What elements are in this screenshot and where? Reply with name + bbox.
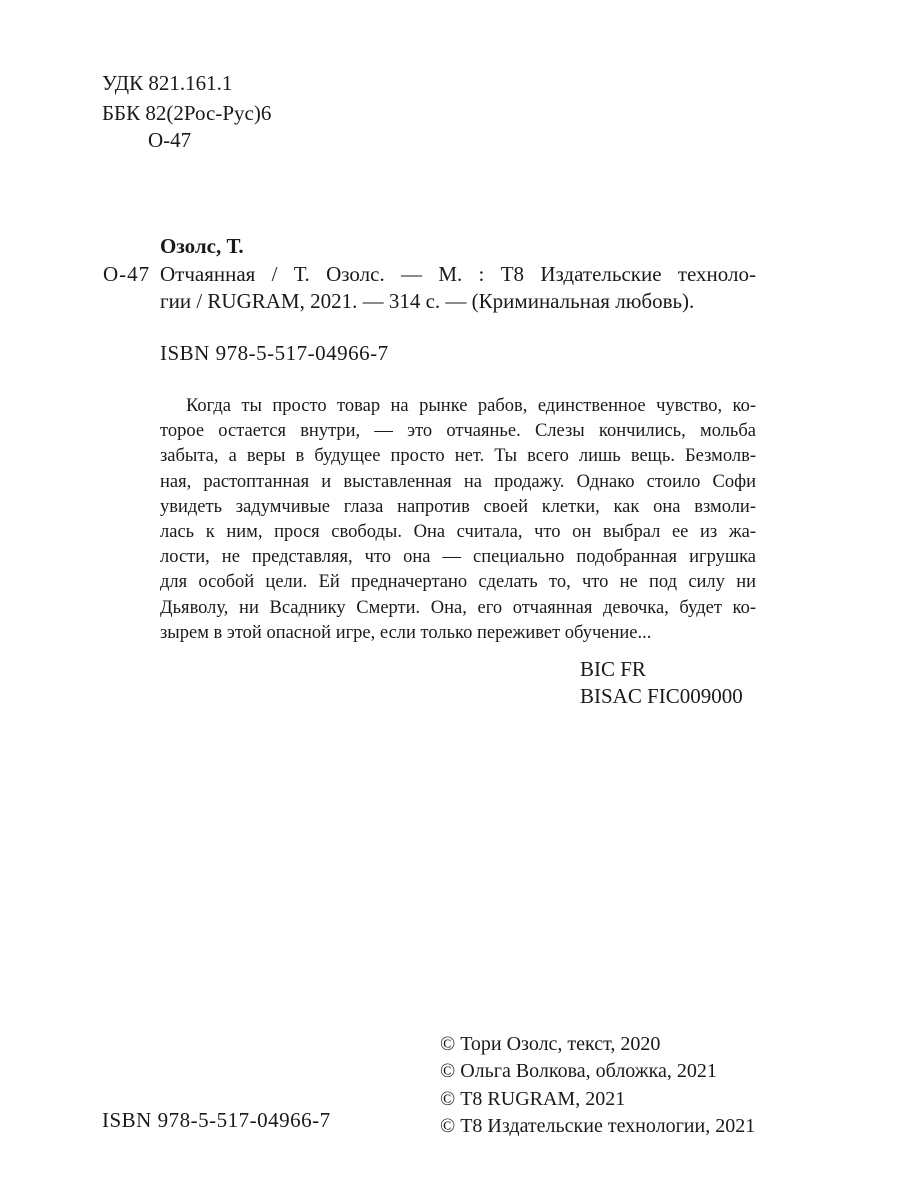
- copyright-line: © Т8 RUGRAM, 2021: [440, 1087, 626, 1110]
- author-mark: О-47: [148, 128, 192, 152]
- bic-code: BIC FR: [580, 657, 646, 681]
- annotation-line: лости, не представляя, что она — специально подобранная игрушка: [160, 547, 756, 568]
- isbn-record: ISBN 978-5-517-04966-7: [160, 341, 389, 365]
- annotation-line: торое остается внутри, — это отчаянье. Слезы кончились, мольба: [160, 421, 756, 442]
- annotation-line: Дьяволу, ни Всаднику Смерти. Она, его отчаянная девочка, будет ко-: [160, 597, 756, 618]
- author-heading: Озолс, Т.: [160, 234, 244, 258]
- isbn-footer: ISBN 978-5-517-04966-7: [102, 1108, 331, 1132]
- annotation-line: ная, растоптанная и выставленная на продажу. Однако стоило Софи: [160, 471, 756, 492]
- annotation-line: забыта, а веры в будущее просто нет. Ты всего лишь вещь. Безмолв-: [160, 446, 756, 467]
- bibliographic-description-line-1: Отчаянная / Т. Озолс. — М. : Т8 Издательские техноло-: [160, 262, 756, 286]
- annotation-line: для особой цели. Ей предначертано сделать то, что не под силу ни: [160, 572, 756, 593]
- annotation-line: зырем в этой опасной игре, если только переживет обучение...: [160, 622, 652, 643]
- copyright-line: © Т8 Издательские технологии, 2021: [440, 1114, 756, 1137]
- copyright-line: © Тори Озолс, текст, 2020: [440, 1033, 661, 1055]
- udk-code: УДК 821.161.1: [102, 71, 233, 95]
- annotation-line: увидеть задумчивые глаза напротив своей клетки, как она взмоли-: [160, 496, 756, 517]
- bbk-code: ББК 82(2Рос-Рус)6: [102, 101, 272, 125]
- author-mark-record: О-47: [103, 262, 151, 286]
- bisac-code: BISAC FIC009000: [580, 684, 743, 708]
- bibliographic-description-line-2: гии / RUGRAM, 2021. — 314 с. — (Криминальная любовь).: [160, 289, 695, 313]
- copyright-line: © Ольга Волкова, обложка, 2021: [440, 1060, 717, 1083]
- annotation-line: лась к ним, прося свободы. Она считала, что он выбрал ее из жа-: [160, 522, 756, 543]
- annotation: [160, 394, 756, 646]
- annotation-line: Когда ты просто товар на рынке рабов, единственное чувство, ко-: [186, 396, 756, 416]
- copyright-block: [440, 1031, 755, 1140]
